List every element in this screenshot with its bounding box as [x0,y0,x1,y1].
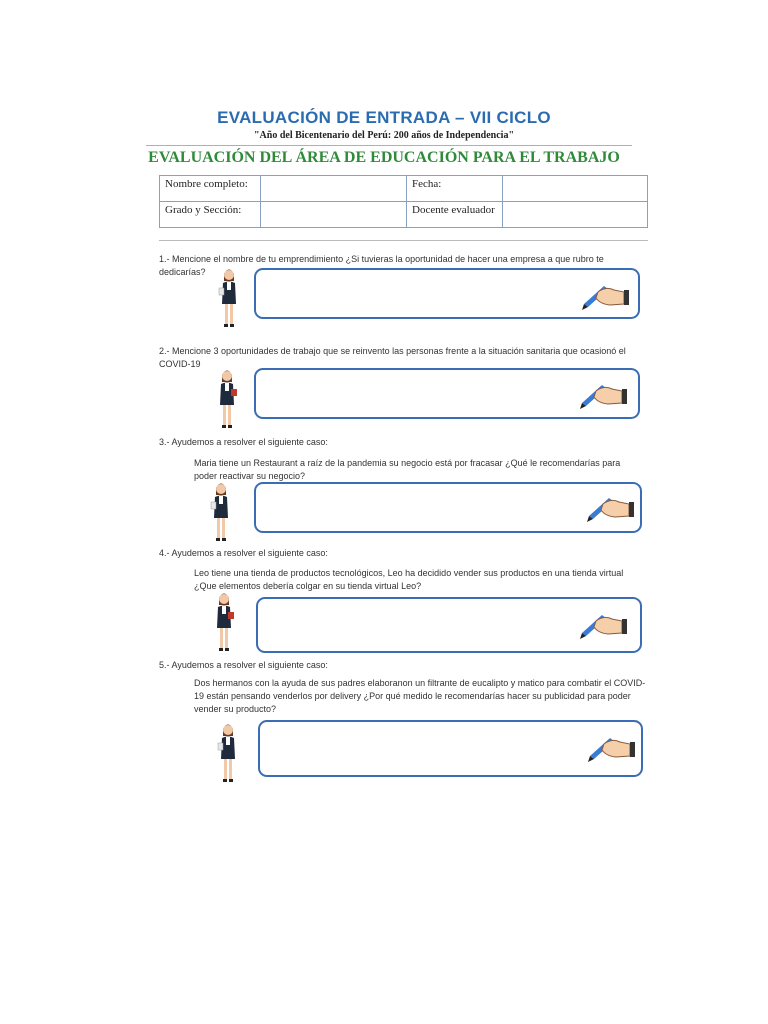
case-5: Dos hermanos con la ayuda de sus padres elaboranon un filtrante de eucalipto y matico para combatir el COVID-19 están pensando venderlos por delivery ¿Por qué medido le recomendarías hacer su publicidad para poder vender su producto? [194,678,646,714]
nombre-label: Nombre completo: [160,176,261,202]
grado-label: Grado y Sección: [160,202,261,228]
table-divider [159,240,648,241]
fecha-label: Fecha: [407,176,503,202]
teacher-woman-icon [207,480,235,544]
answer-box-3[interactable] [254,482,642,533]
question-5: 5.- Ayudemos a resolver el siguiente caso: [159,660,328,670]
hand-writing-pen-icon [578,607,628,641]
case-4: Leo tiene una tienda de productos tecnológicos, Leo ha decidido vender sus productos en una tienda virtual ¿Que elementos debería colgar en su tienda virtual Leo? [194,568,624,591]
title-divider [146,145,632,146]
teacher-woman-icon [215,266,243,330]
docente-field[interactable] [503,202,648,228]
question-3: 3.- Ayudemos a resolver el siguiente caso: [159,437,328,447]
teacher-woman-icon [213,367,241,431]
page-subtitle: "Año del Bicentenario del Perú: 200 años de Independencia" [254,130,514,141]
teacher-woman-icon [214,721,242,785]
question-4: 4.- Ayudemos a resolver el siguiente caso: [159,548,328,558]
grado-field[interactable] [261,202,407,228]
hand-writing-pen-icon [586,730,636,764]
docente-label: Docente evaluador [407,202,503,228]
page-title: EVALUACIÓN DE ENTRADA – VII CICLO [217,108,551,127]
hand-writing-pen-icon [585,490,635,524]
hand-writing-pen-icon [578,377,628,411]
question-1: 1.- Mencione el nombre de tu emprendimiento ¿Si tuvieras la oportunidad de hacer una empresa a que rubro te dedicarías? [159,254,604,277]
teacher-woman-icon [210,590,238,654]
hand-writing-pen-icon [580,278,630,312]
fecha-field[interactable] [503,176,648,202]
question-2: 2.- Mencione 3 oportunidades de trabajo que se reinvento las personas frente a la situación sanitaria que ocasionó el COVID-19 [159,346,626,369]
nombre-field[interactable] [261,176,407,202]
area-title: EVALUACIÓN DEL ÁREA DE EDUCACIÓN PARA EL TRABAJO [148,149,620,166]
student-info-table [159,175,648,228]
case-3: Maria tiene un Restaurant a raíz de la pandemia su negocio está por fracasar ¿Qué le recomendarías para poder reactivar su negocio? [194,458,621,481]
